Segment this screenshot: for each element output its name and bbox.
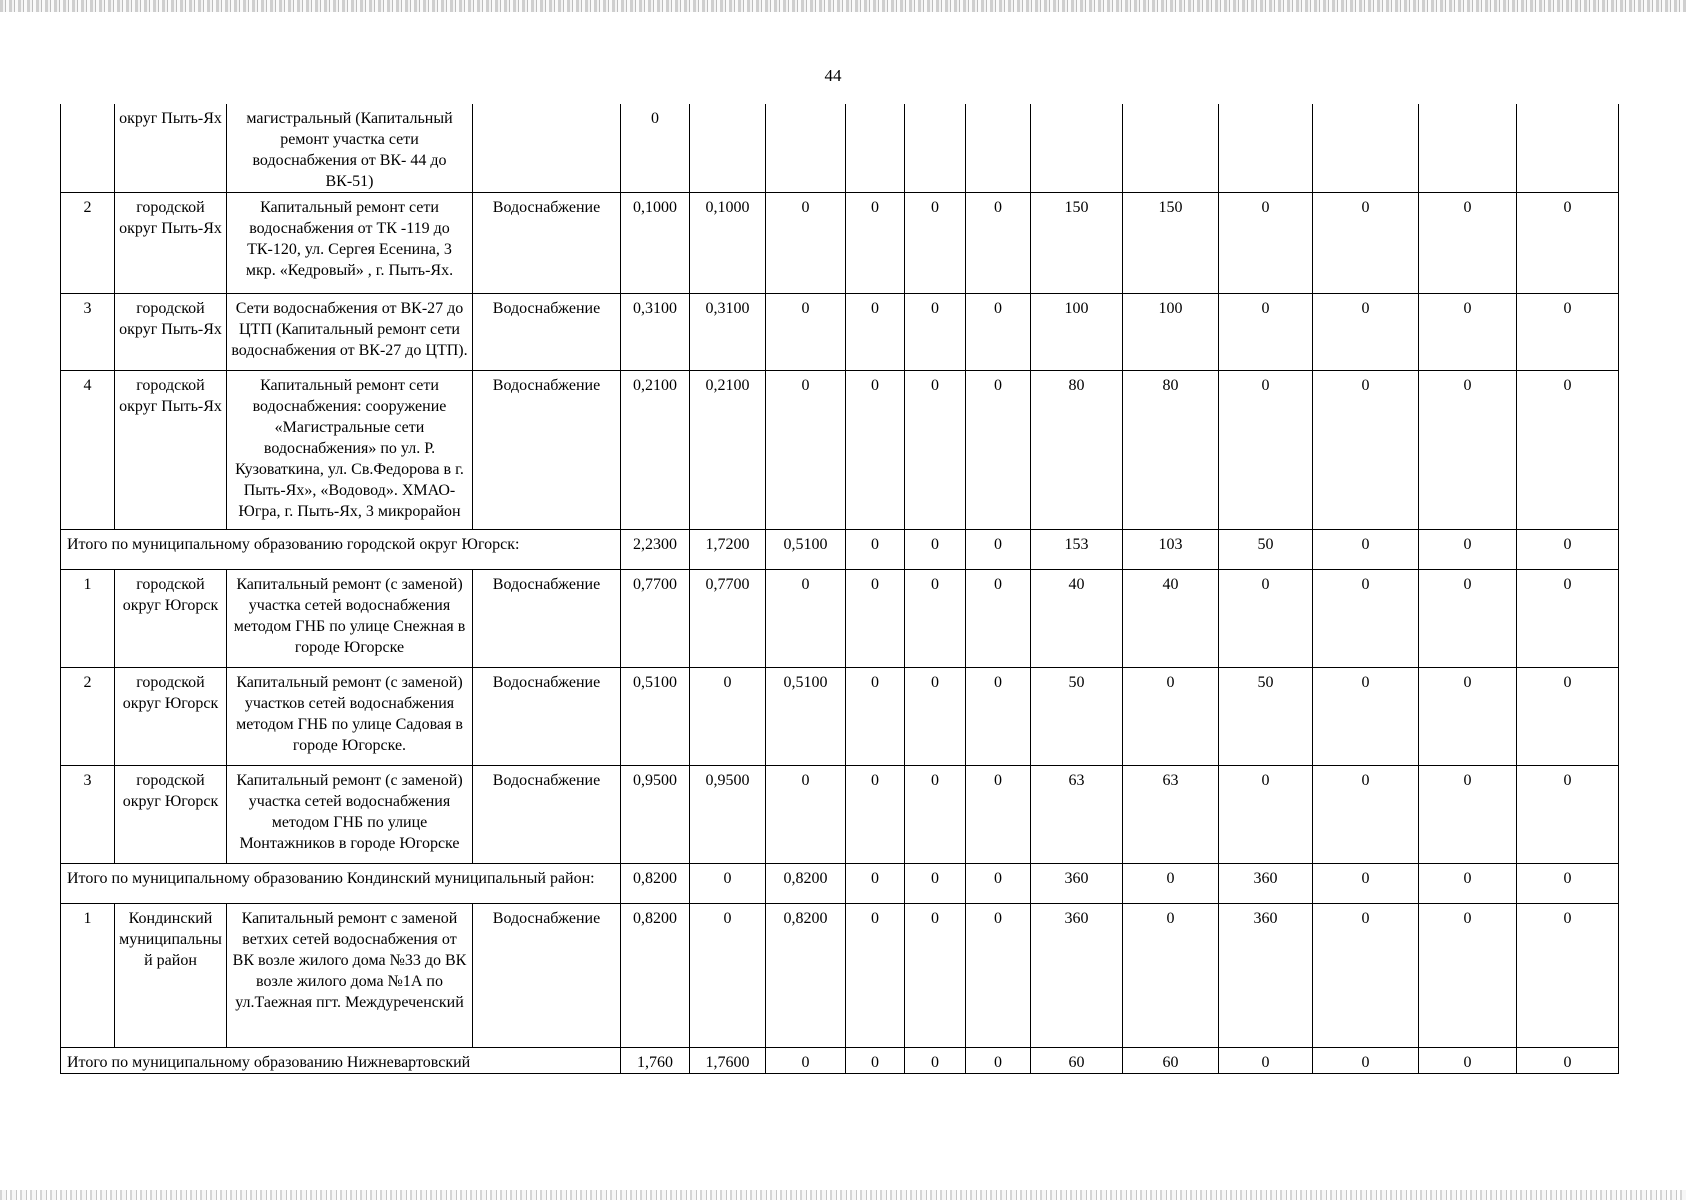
object-name-cell: Капитальный ремонт сети водоснабжения от ТК -119 до ТК-120, ул. Сергея Есенина, 3 мкр. «Кедровый» , г. Пыть-Ях. [227, 193, 473, 294]
value-cell: 0 [846, 530, 905, 570]
value-cell: 0,9500 [690, 766, 766, 864]
value-cell: 0 [905, 294, 966, 371]
value-cell: 0 [1517, 570, 1619, 668]
value-cell: 0 [1219, 294, 1313, 371]
value-cell [1031, 104, 1123, 193]
value-cell: 0 [1123, 668, 1219, 766]
row-number-cell: 2 [61, 668, 115, 766]
value-cell: 2,2300 [621, 530, 690, 570]
value-cell: 0 [846, 294, 905, 371]
value-cell: 0 [1219, 193, 1313, 294]
value-cell: 0 [1219, 371, 1313, 530]
object-name-cell: Сети водоснабжения от ВК-27 до ЦТП (Капитальный ремонт сети водоснабжения от ВК-27 до ЦТП). [227, 294, 473, 371]
value-cell: 0 [966, 864, 1031, 904]
value-cell: 0 [1313, 904, 1419, 1048]
value-cell: 0 [905, 193, 966, 294]
value-cell: 0,7700 [690, 570, 766, 668]
value-cell: 1,7600 [690, 1048, 766, 1074]
value-cell: 0 [1313, 294, 1419, 371]
value-cell: 0 [1419, 904, 1517, 1048]
value-cell: 0 [905, 864, 966, 904]
value-cell: 0 [1517, 864, 1619, 904]
value-cell: 0 [905, 371, 966, 530]
value-cell: 0 [1517, 904, 1619, 1048]
value-cell: 0,8200 [766, 904, 846, 1048]
value-cell [1219, 104, 1313, 193]
sector-cell: Водоснабжение [473, 371, 621, 530]
value-cell: 0,8200 [621, 864, 690, 904]
scan-edge-bottom [0, 1190, 1686, 1200]
value-cell: 0 [1313, 864, 1419, 904]
value-cell: 0 [1219, 1048, 1313, 1074]
total-label-cell: Итого по муниципальному образованию Кондинский муниципальный район: [61, 864, 621, 904]
value-cell: 0 [846, 864, 905, 904]
municipality-cell: городской округ Югорск [115, 766, 227, 864]
table-row [61, 104, 1619, 193]
value-cell: 0 [621, 104, 690, 193]
value-cell: 0 [1419, 570, 1517, 668]
value-cell: 0 [846, 668, 905, 766]
value-cell: 0 [1517, 193, 1619, 294]
value-cell: 0 [1517, 371, 1619, 530]
value-cell: 0 [766, 371, 846, 530]
municipality-cell: городской округ Пыть-Ях [115, 193, 227, 294]
value-cell [966, 104, 1031, 193]
value-cell: 0 [966, 1048, 1031, 1074]
value-cell: 0 [1219, 766, 1313, 864]
value-cell: 150 [1031, 193, 1123, 294]
value-cell: 0 [1313, 766, 1419, 864]
value-cell: 0 [846, 904, 905, 1048]
value-cell: 153 [1031, 530, 1123, 570]
table-row [61, 294, 1619, 371]
value-cell: 0 [905, 904, 966, 1048]
value-cell: 0 [1123, 864, 1219, 904]
value-cell: 0,2100 [621, 371, 690, 530]
value-cell: 60 [1123, 1048, 1219, 1074]
value-cell: 360 [1219, 864, 1313, 904]
value-cell: 0,5100 [766, 668, 846, 766]
value-cell: 360 [1031, 904, 1123, 1048]
value-cell [1123, 104, 1219, 193]
value-cell: 63 [1123, 766, 1219, 864]
value-cell: 0,9500 [621, 766, 690, 864]
value-cell [766, 104, 846, 193]
value-cell: 0 [1517, 668, 1619, 766]
object-name-cell: Капитальный ремонт (с заменой) участков сетей водоснабжения методом ГНБ по улице Садовая в городе Югорске. [227, 668, 473, 766]
value-cell: 0 [1517, 294, 1619, 371]
value-cell: 0,5100 [621, 668, 690, 766]
value-cell: 0 [1313, 530, 1419, 570]
table-row [61, 668, 1619, 766]
value-cell: 0 [966, 766, 1031, 864]
value-cell: 0 [1517, 766, 1619, 864]
object-name-cell: Капитальный ремонт сети водоснабжения: сооружение «Магистральные сети водоснабжения» по ул. Р. Кузоваткина, ул. Св.Федорова в г. Пыть-Ях», «Водовод». ХМАО-Югра, г. Пыть-Ях, 3 микрорайон [227, 371, 473, 530]
value-cell: 0 [966, 530, 1031, 570]
value-cell: 0 [1313, 570, 1419, 668]
value-cell [690, 104, 766, 193]
value-cell: 0 [905, 668, 966, 766]
value-cell: 0 [1419, 193, 1517, 294]
object-name-cell: Капитальный ремонт с заменой ветхих сетей водоснабжения от ВК возле жилого дома №33 до ВК возле жилого дома №1А по ул.Таежная пгт. Междуреченский [227, 904, 473, 1048]
value-cell: 0,8200 [621, 904, 690, 1048]
object-name-cell: магистральный (Капитальный ремонт участка сети водоснабжения от ВК- 44 до ВК-51) [227, 104, 473, 193]
total-row [61, 864, 1619, 904]
municipality-cell: городской округ Югорск [115, 570, 227, 668]
municipality-cell: округ Пыть-Ях [115, 104, 227, 193]
value-cell: 0 [905, 1048, 966, 1074]
value-cell: 0 [766, 193, 846, 294]
value-cell: 0 [766, 766, 846, 864]
value-cell: 103 [1123, 530, 1219, 570]
capital-repair-table [60, 104, 1619, 1074]
total-label-cell: Итого по муниципальному образованию Нижневартовский [61, 1048, 621, 1074]
value-cell: 360 [1219, 904, 1313, 1048]
value-cell: 0 [846, 570, 905, 668]
row-number-cell: 1 [61, 570, 115, 668]
sector-cell: Водоснабжение [473, 668, 621, 766]
value-cell: 60 [1031, 1048, 1123, 1074]
value-cell: 80 [1031, 371, 1123, 530]
value-cell: 0 [1419, 1048, 1517, 1074]
page-number: 44 [824, 66, 842, 85]
value-cell: 0 [905, 530, 966, 570]
value-cell: 100 [1031, 294, 1123, 371]
value-cell: 50 [1219, 668, 1313, 766]
municipality-cell: городской округ Югорск [115, 668, 227, 766]
row-number-cell [61, 104, 115, 193]
value-cell: 0,3100 [621, 294, 690, 371]
value-cell [1419, 104, 1517, 193]
value-cell: 0 [1219, 570, 1313, 668]
value-cell: 0,2100 [690, 371, 766, 530]
value-cell: 0 [690, 904, 766, 1048]
total-label-cell: Итого по муниципальному образованию городской округ Югорск: [61, 530, 621, 570]
value-cell: 0 [966, 668, 1031, 766]
value-cell: 0,8200 [766, 864, 846, 904]
table-row [61, 371, 1619, 530]
value-cell: 0 [1313, 668, 1419, 766]
value-cell: 100 [1123, 294, 1219, 371]
sector-cell: Водоснабжение [473, 766, 621, 864]
value-cell: 0 [766, 294, 846, 371]
value-cell: 0,5100 [766, 530, 846, 570]
sector-cell: Водоснабжение [473, 294, 621, 371]
value-cell: 0 [905, 570, 966, 668]
row-number-cell: 1 [61, 904, 115, 1048]
value-cell: 0 [966, 294, 1031, 371]
value-cell: 0 [846, 766, 905, 864]
object-name-cell: Капитальный ремонт (с заменой) участка сетей водоснабжения методом ГНБ по улице Снежная в городе Югорске [227, 570, 473, 668]
total-row [61, 1048, 1619, 1074]
value-cell: 0 [1419, 371, 1517, 530]
value-cell: 0,1000 [690, 193, 766, 294]
table-row [61, 904, 1619, 1048]
value-cell: 0 [1419, 668, 1517, 766]
value-cell: 50 [1219, 530, 1313, 570]
municipality-cell: городской округ Пыть-Ях [115, 371, 227, 530]
value-cell: 0 [1313, 193, 1419, 294]
sector-cell [473, 104, 621, 193]
value-cell: 0 [1419, 530, 1517, 570]
value-cell: 80 [1123, 371, 1219, 530]
value-cell [905, 104, 966, 193]
row-number-cell: 3 [61, 294, 115, 371]
value-cell: 0 [1313, 1048, 1419, 1074]
value-cell: 0 [1419, 766, 1517, 864]
municipality-cell: городской округ Пыть-Ях [115, 294, 227, 371]
value-cell: 360 [1031, 864, 1123, 904]
sector-cell: Водоснабжение [473, 904, 621, 1048]
row-number-cell: 2 [61, 193, 115, 294]
value-cell: 0 [966, 904, 1031, 1048]
value-cell: 0 [846, 371, 905, 530]
value-cell: 0 [766, 1048, 846, 1074]
value-cell: 150 [1123, 193, 1219, 294]
value-cell: 0 [1419, 864, 1517, 904]
value-cell: 0 [846, 193, 905, 294]
value-cell: 0 [1419, 294, 1517, 371]
value-cell [1517, 104, 1619, 193]
value-cell: 63 [1031, 766, 1123, 864]
table-body [61, 104, 1619, 1074]
value-cell: 0 [766, 570, 846, 668]
value-cell: 0 [966, 371, 1031, 530]
value-cell: 0 [846, 1048, 905, 1074]
scan-edge-top [0, 0, 1686, 12]
value-cell: 0 [905, 766, 966, 864]
value-cell: 0 [690, 668, 766, 766]
table-row [61, 193, 1619, 294]
value-cell: 0 [1517, 1048, 1619, 1074]
value-cell: 0 [690, 864, 766, 904]
value-cell: 0,7700 [621, 570, 690, 668]
municipality-cell: Кондинский муниципальный район [115, 904, 227, 1048]
value-cell [846, 104, 905, 193]
value-cell: 1,7200 [690, 530, 766, 570]
table-row [61, 570, 1619, 668]
sector-cell: Водоснабжение [473, 193, 621, 294]
value-cell: 0,1000 [621, 193, 690, 294]
table-row [61, 766, 1619, 864]
value-cell: 0 [1313, 371, 1419, 530]
value-cell [1313, 104, 1419, 193]
value-cell: 0 [1517, 530, 1619, 570]
value-cell: 50 [1031, 668, 1123, 766]
value-cell: 0,3100 [690, 294, 766, 371]
value-cell: 40 [1123, 570, 1219, 668]
row-number-cell: 4 [61, 371, 115, 530]
sector-cell: Водоснабжение [473, 570, 621, 668]
value-cell: 0 [1123, 904, 1219, 1048]
value-cell: 40 [1031, 570, 1123, 668]
value-cell: 0 [966, 193, 1031, 294]
row-number-cell: 3 [61, 766, 115, 864]
value-cell: 0 [966, 570, 1031, 668]
value-cell: 1,760 [621, 1048, 690, 1074]
object-name-cell: Капитальный ремонт (с заменой) участка сетей водоснабжения методом ГНБ по улице Монтажников в городе Югорске [227, 766, 473, 864]
total-row [61, 530, 1619, 570]
